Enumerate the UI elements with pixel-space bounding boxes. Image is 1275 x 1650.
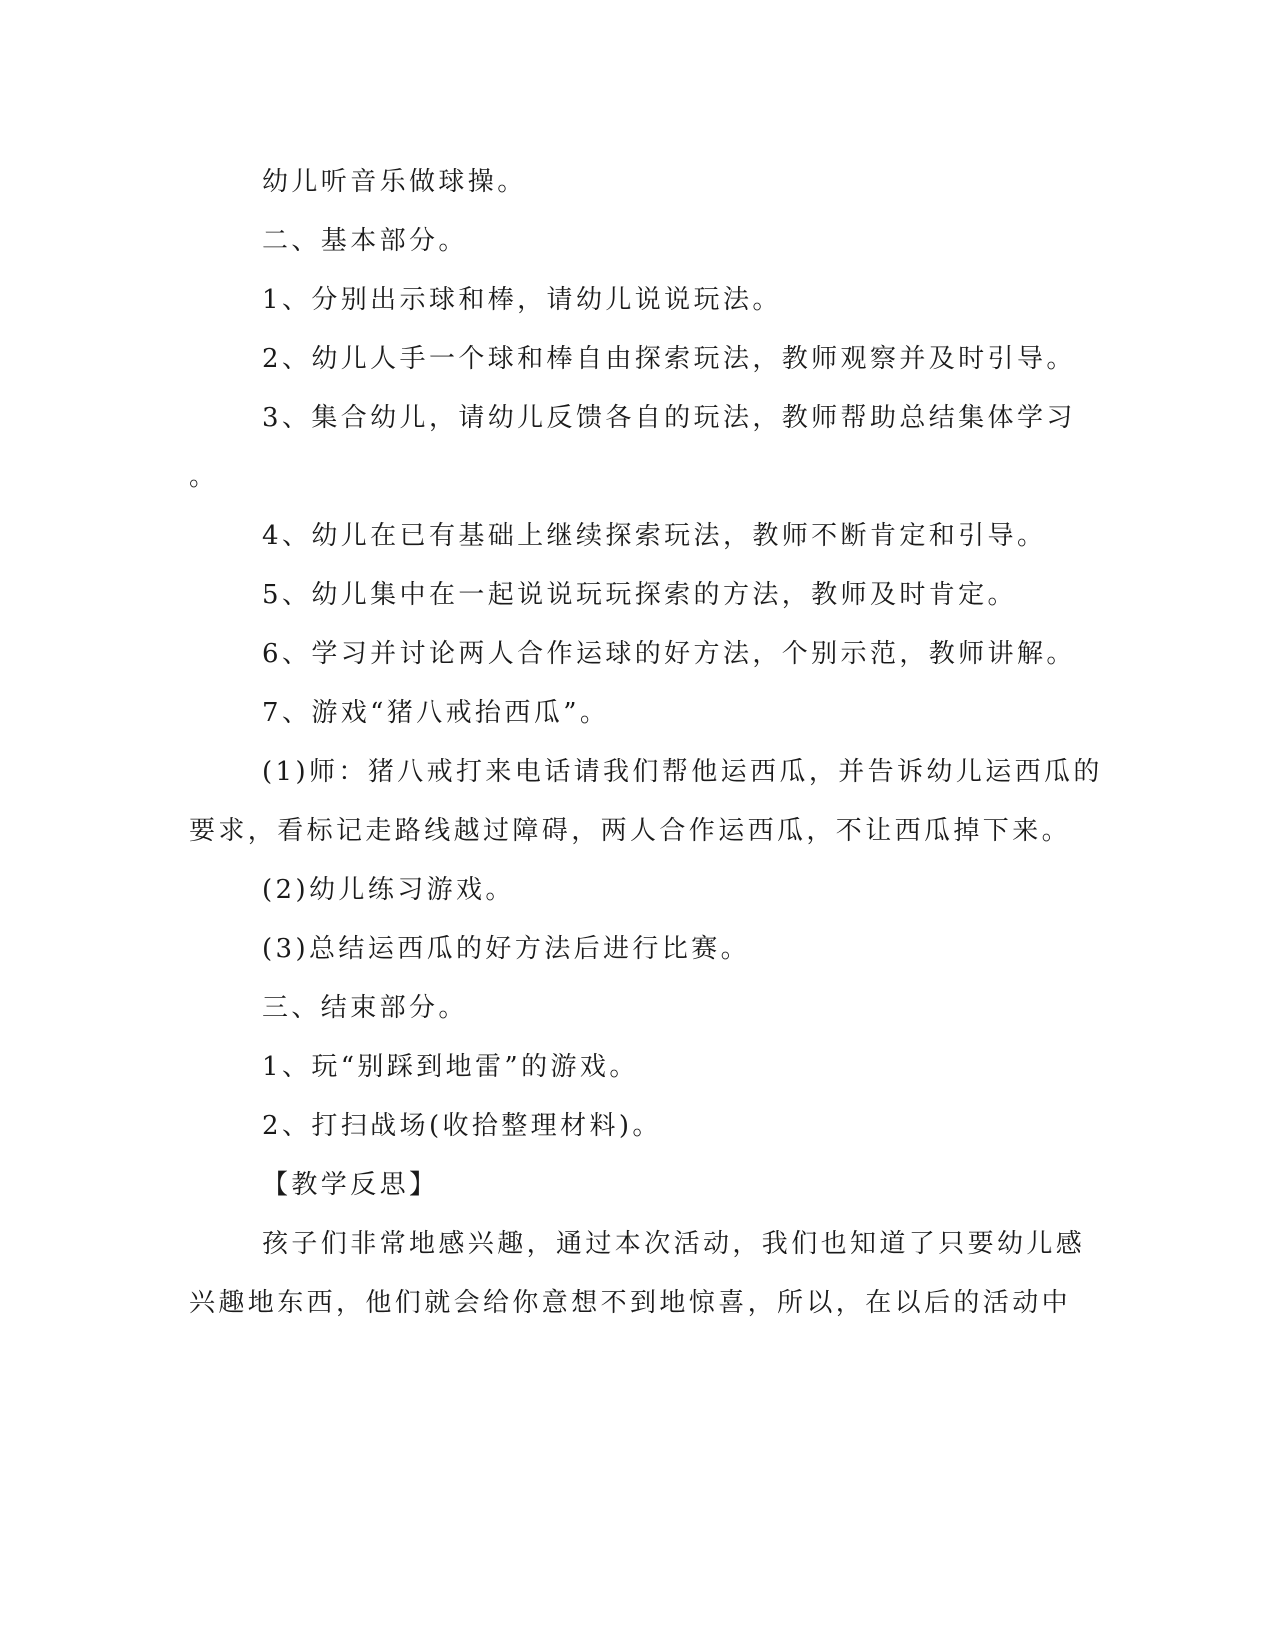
paragraph-line: 。 xyxy=(189,462,219,492)
paragraph-line: 幼儿听音乐做球操。 xyxy=(262,167,527,197)
paragraph-line: 7、游戏“猪八戒抬西瓜”。 xyxy=(262,698,610,728)
paragraph-line: 兴趣地东西，他们就会给你意想不到地惊喜，所以，在以后的活动中 xyxy=(189,1288,1072,1318)
paragraph-line: 5、幼儿集中在一起说说玩玩探索的方法，教师及时肯定。 xyxy=(262,580,1017,610)
section-heading: 三、结束部分。 xyxy=(262,993,468,1023)
paragraph-line: 2、打扫战场(收拾整理材料)。 xyxy=(262,1111,662,1141)
paragraph-line: 1、玩“别踩到地雷”的游戏。 xyxy=(262,1052,639,1082)
paragraph-line: (1)师：猪八戒打来电话请我们帮他运西瓜，并告诉幼儿运西瓜的 xyxy=(262,757,1103,787)
paragraph-line: (2)幼儿练习游戏。 xyxy=(262,875,515,905)
paragraph-line: 孩子们非常地感兴趣，通过本次活动，我们也知道了只要幼儿感 xyxy=(262,1229,1086,1259)
section-heading: 二、基本部分。 xyxy=(262,226,468,256)
paragraph-line: 要求，看标记走路线越过障碍，两人合作运西瓜，不让西瓜掉下来。 xyxy=(189,816,1072,846)
paragraph-line: 6、学习并讨论两人合作运球的好方法，个别示范，教师讲解。 xyxy=(262,639,1076,669)
paragraph-line: 3、集合幼儿，请幼儿反馈各自的玩法，教师帮助总结集体学习 xyxy=(262,403,1076,433)
paragraph-line: 2、幼儿人手一个球和棒自由探索玩法，教师观察并及时引导。 xyxy=(262,344,1076,374)
paragraph-line: 1、分别出示球和棒，请幼儿说说玩法。 xyxy=(262,285,782,315)
paragraph-line: (3)总结运西瓜的好方法后进行比赛。 xyxy=(262,934,751,964)
section-heading: 【教学反思】 xyxy=(262,1170,439,1200)
paragraph-line: 4、幼儿在已有基础上继续探索玩法，教师不断肯定和引导。 xyxy=(262,521,1047,551)
